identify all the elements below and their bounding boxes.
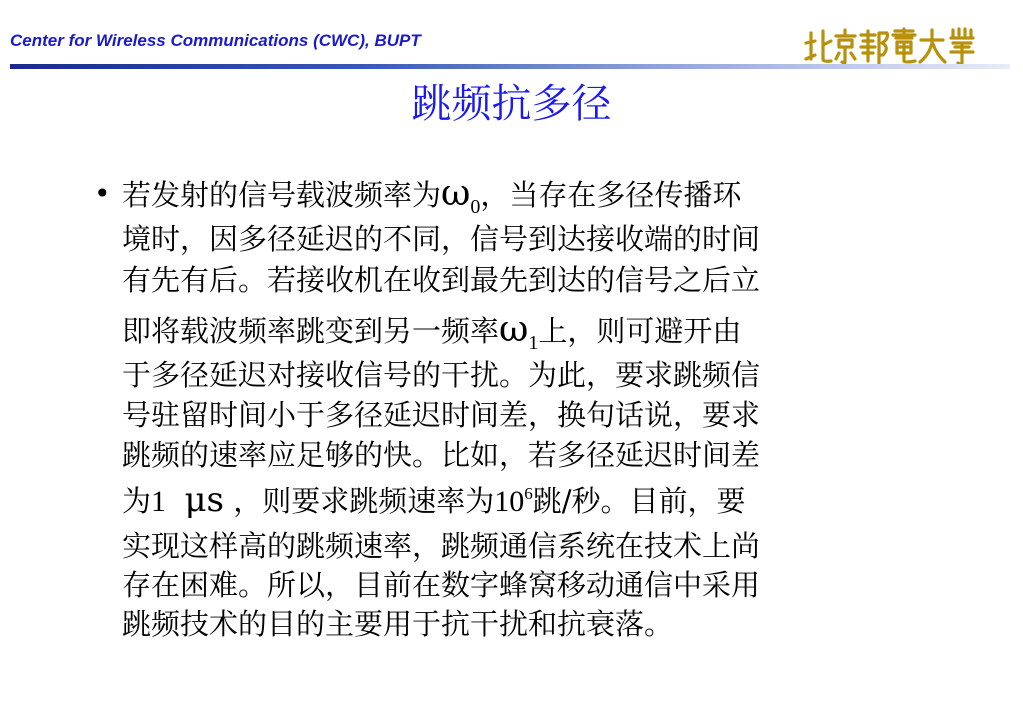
body-line-9: 实现这样高的跳频速率，跳频通信系统在技术上尚 xyxy=(122,529,761,563)
bullet-marker: • xyxy=(94,177,111,210)
omega-symbol: ω xyxy=(499,309,529,350)
organization-header: Center for Wireless Communications (CWC), BUPT xyxy=(10,31,421,50)
body-line-6: 号驻留时间小于多径延迟时间差，换句话说，要求 xyxy=(122,398,761,432)
body-line-7: 跳频的速率应足够的快。比如，若多径延迟时间差 xyxy=(122,438,761,472)
omega-symbol: ω xyxy=(441,173,471,214)
body-line-3: 有先有后。若接收机在收到最先到达的信号之后立 xyxy=(122,263,761,297)
body-line-10: 存在困难。所以，目前在数字蜂窝移动通信中采用 xyxy=(122,568,761,602)
header-divider xyxy=(10,64,1010,69)
body-line-4: 即将载波频率跳变到另一频率$\omega_1$上，则可避开由 xyxy=(122,309,742,354)
body-line-1: 若发射的信号载波频率为$\omega_0$，当存在多径传播环 xyxy=(122,173,742,218)
microsecond-unit: μs xyxy=(184,480,224,520)
body-line-11: 跳频技术的目的主要用于抗干扰和抗衰落。 xyxy=(122,607,674,641)
body-line-5: 于多径延迟对接收信号的干扰。为此，要求跳频信 xyxy=(122,358,761,392)
bupt-logo xyxy=(803,25,981,67)
body-line-8: 为1 μs ，则要求跳频速率为$10^6$跳/秒。目前，要 xyxy=(122,480,746,520)
slide-title: 跳频抗多径 xyxy=(411,81,612,127)
body-line-2: 境时，因多径延迟的不同，信号到达接收端的时间 xyxy=(122,222,761,256)
